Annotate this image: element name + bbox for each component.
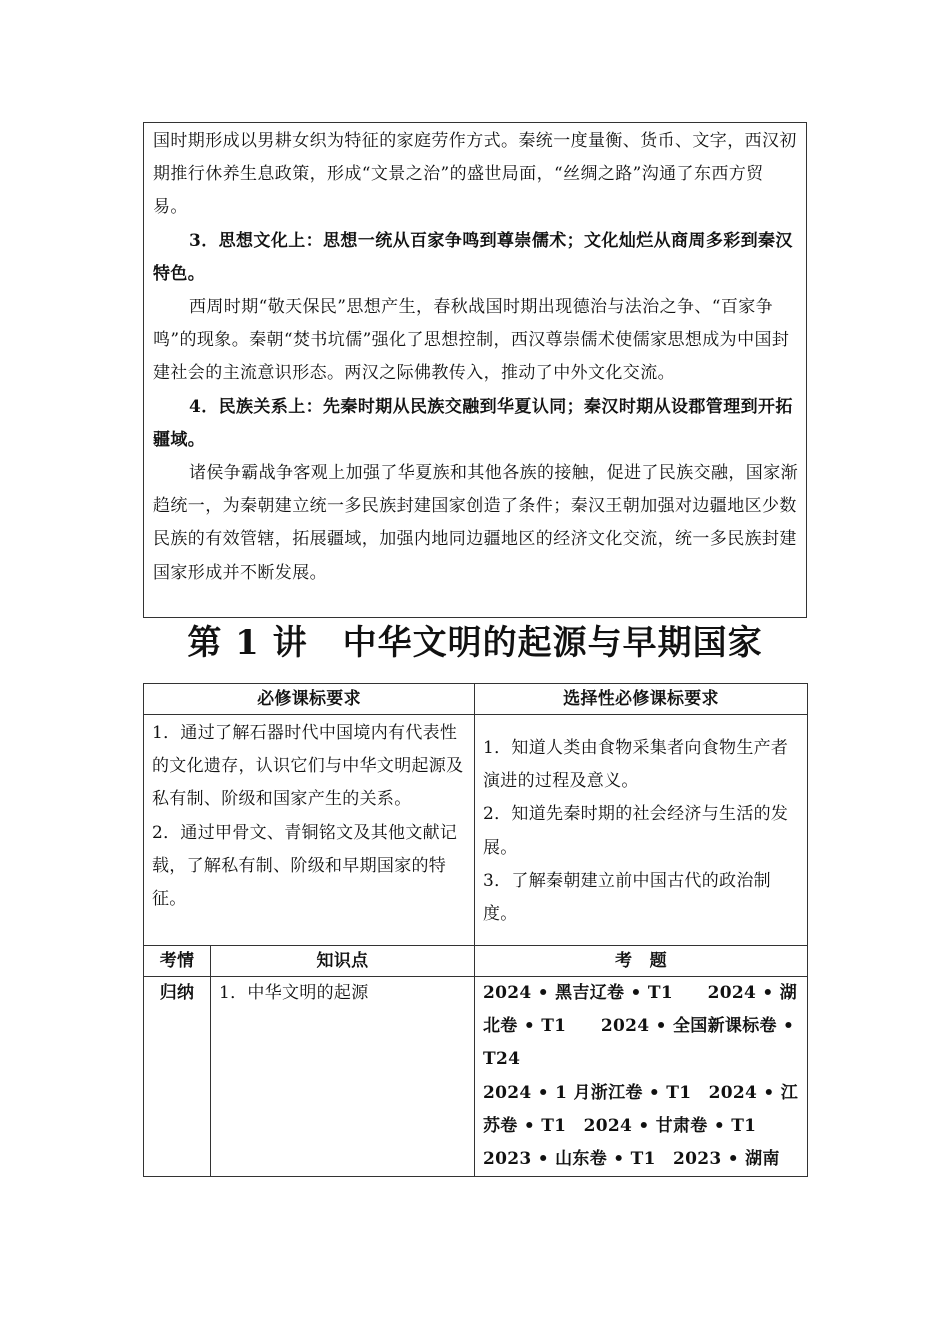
exam-row-label-top: 考情 — [144, 946, 211, 977]
knowledge-point-cell: 1．中华文明的起源 — [211, 977, 475, 1177]
summary-box — [143, 122, 807, 618]
summary-paragraph-culture: 西周时期“敬天保民”思想产生，春秋战国时期出现德治与法治之争、“百家争鸣”的现象。秦朝“焚书坑儒”强化了思想控制，西汉尊崇儒术使儒家思想成为中国封建社会的主流意识形态。两汉之际佛教传入，推动了中外文化交流。 — [153, 297, 790, 384]
required-standard-item: 2．通过甲骨文、青铜铭文及其他文献记载，了解私有制、阶级和早期国家的特征。 — [152, 822, 458, 910]
elective-standard-item: 1．知道人类由食物采集者向食物生产者演进的过程及意义。 — [483, 738, 789, 792]
standards-content-row — [144, 715, 808, 946]
header-knowledge-point: 知识点 — [211, 946, 475, 977]
elective-standard-item: 3．了解秦朝建立前中国古代的政治制度。 — [483, 870, 771, 925]
elective-standard-item: 2．知道先秦时期的社会经济与生活的发展。 — [483, 804, 789, 858]
header-exam-questions: 考 题 — [475, 946, 808, 977]
summary-heading-culture: 3．思想文化上：思想一统从百家争鸣到尊崇儒术；文化灿烂从商周多彩到秦汉特色。 — [153, 230, 793, 284]
exam-header-row — [144, 946, 808, 977]
standards-header-row — [144, 684, 808, 715]
summary-paragraph-economy: 国时期形成以男耕女织为特征的家庭劳作方式。秦统一度量衡、货币、文字，西汉初期推行休养生息政策，形成“文景之治”的盛世局面，“丝绸之路”沟通了东西方贸易。 — [153, 131, 797, 218]
required-standard-item: 1．通过了解石器时代中国境内有代表性的文化遗存，认识它们与中华文明起源及私有制、阶级和国家产生的关系。 — [152, 723, 464, 810]
lecture-title: 第 1 讲 中华文明的起源与早期国家 — [187, 623, 763, 663]
required-standards-cell — [144, 715, 475, 946]
elective-standards-cell — [475, 715, 808, 946]
exam-question-line: 2024 • 1 月浙江卷 • T1 2024 • 江苏卷 • T1 2024 • 甘肃卷 • T1 — [483, 1082, 799, 1136]
exam-question-line: 2023 • 山东卷 • T1 2023 • 湖南 — [483, 1149, 780, 1170]
exam-questions-cell — [475, 977, 808, 1177]
curriculum-table — [143, 683, 808, 1177]
summary-heading-ethnic: 4．民族关系上：先秦时期从民族交融到华夏认同；秦汉时期从设郡管理到开拓疆域。 — [153, 396, 793, 450]
exam-content-row — [144, 977, 808, 1177]
exam-row-label-bottom: 归纳 — [144, 977, 211, 1177]
exam-question-line: 2024 • 黑吉辽卷 • T1 2024 • 湖北卷 • T1 2024 • 全国新课标卷 • T24 — [483, 983, 798, 1070]
summary-paragraph-ethnic: 诸侯争霸战争客观上加强了华夏族和其他各族的接触，促进了民族交融，国家渐趋统一，为秦朝建立统一多民族封建国家创造了条件；秦汉王朝加强对边疆地区少数民族的有效管辖，拓展疆域，加强内地同边疆地区的经济文化交流，统一多民族封建国家形成并不断发展。 — [153, 463, 798, 583]
header-elective: 选择性必修课标要求 — [475, 684, 808, 715]
header-required: 必修课标要求 — [144, 684, 475, 715]
